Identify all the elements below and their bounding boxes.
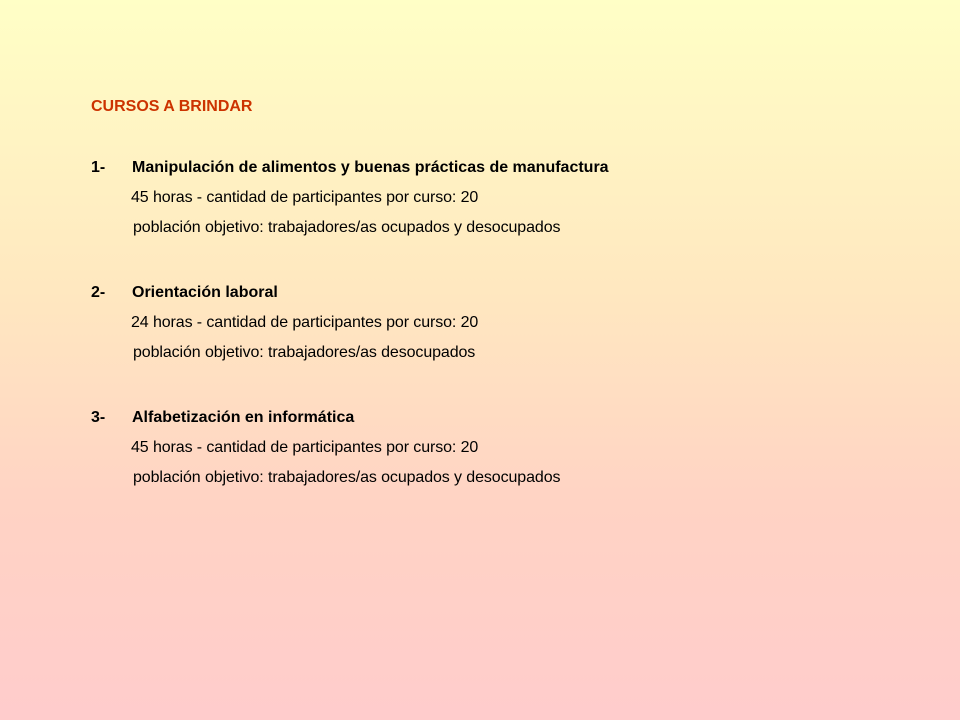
course-heading — [91, 158, 911, 178]
course-population: población objetivo: trabajadores/as ocupados y desocupados — [133, 469, 561, 486]
course-heading — [91, 408, 911, 428]
course-number: 2- — [91, 284, 106, 301]
course-population: población objetivo: trabajadores/as desocupados — [133, 344, 476, 361]
course-hours: 45 horas - cantidad de participantes por curso: 20 — [131, 189, 479, 206]
course-item-1 — [91, 158, 911, 238]
course-number: 3- — [91, 409, 106, 426]
course-name: Alfabetización en informática — [132, 409, 355, 426]
course-name: Orientación laboral — [132, 284, 278, 301]
course-item-2 — [91, 283, 911, 363]
course-number: 1- — [91, 159, 106, 176]
course-heading — [91, 283, 911, 303]
course-hours: 24 horas - cantidad de participantes por curso: 20 — [131, 314, 479, 331]
course-hours: 45 horas - cantidad de participantes por curso: 20 — [131, 439, 479, 456]
course-population: población objetivo: trabajadores/as ocupados y desocupados — [133, 219, 561, 236]
course-name: Manipulación de alimentos y buenas prácticas de manufactura — [132, 159, 609, 176]
slide-title: CURSOS A BRINDAR — [91, 98, 253, 115]
course-item-3 — [91, 408, 911, 488]
